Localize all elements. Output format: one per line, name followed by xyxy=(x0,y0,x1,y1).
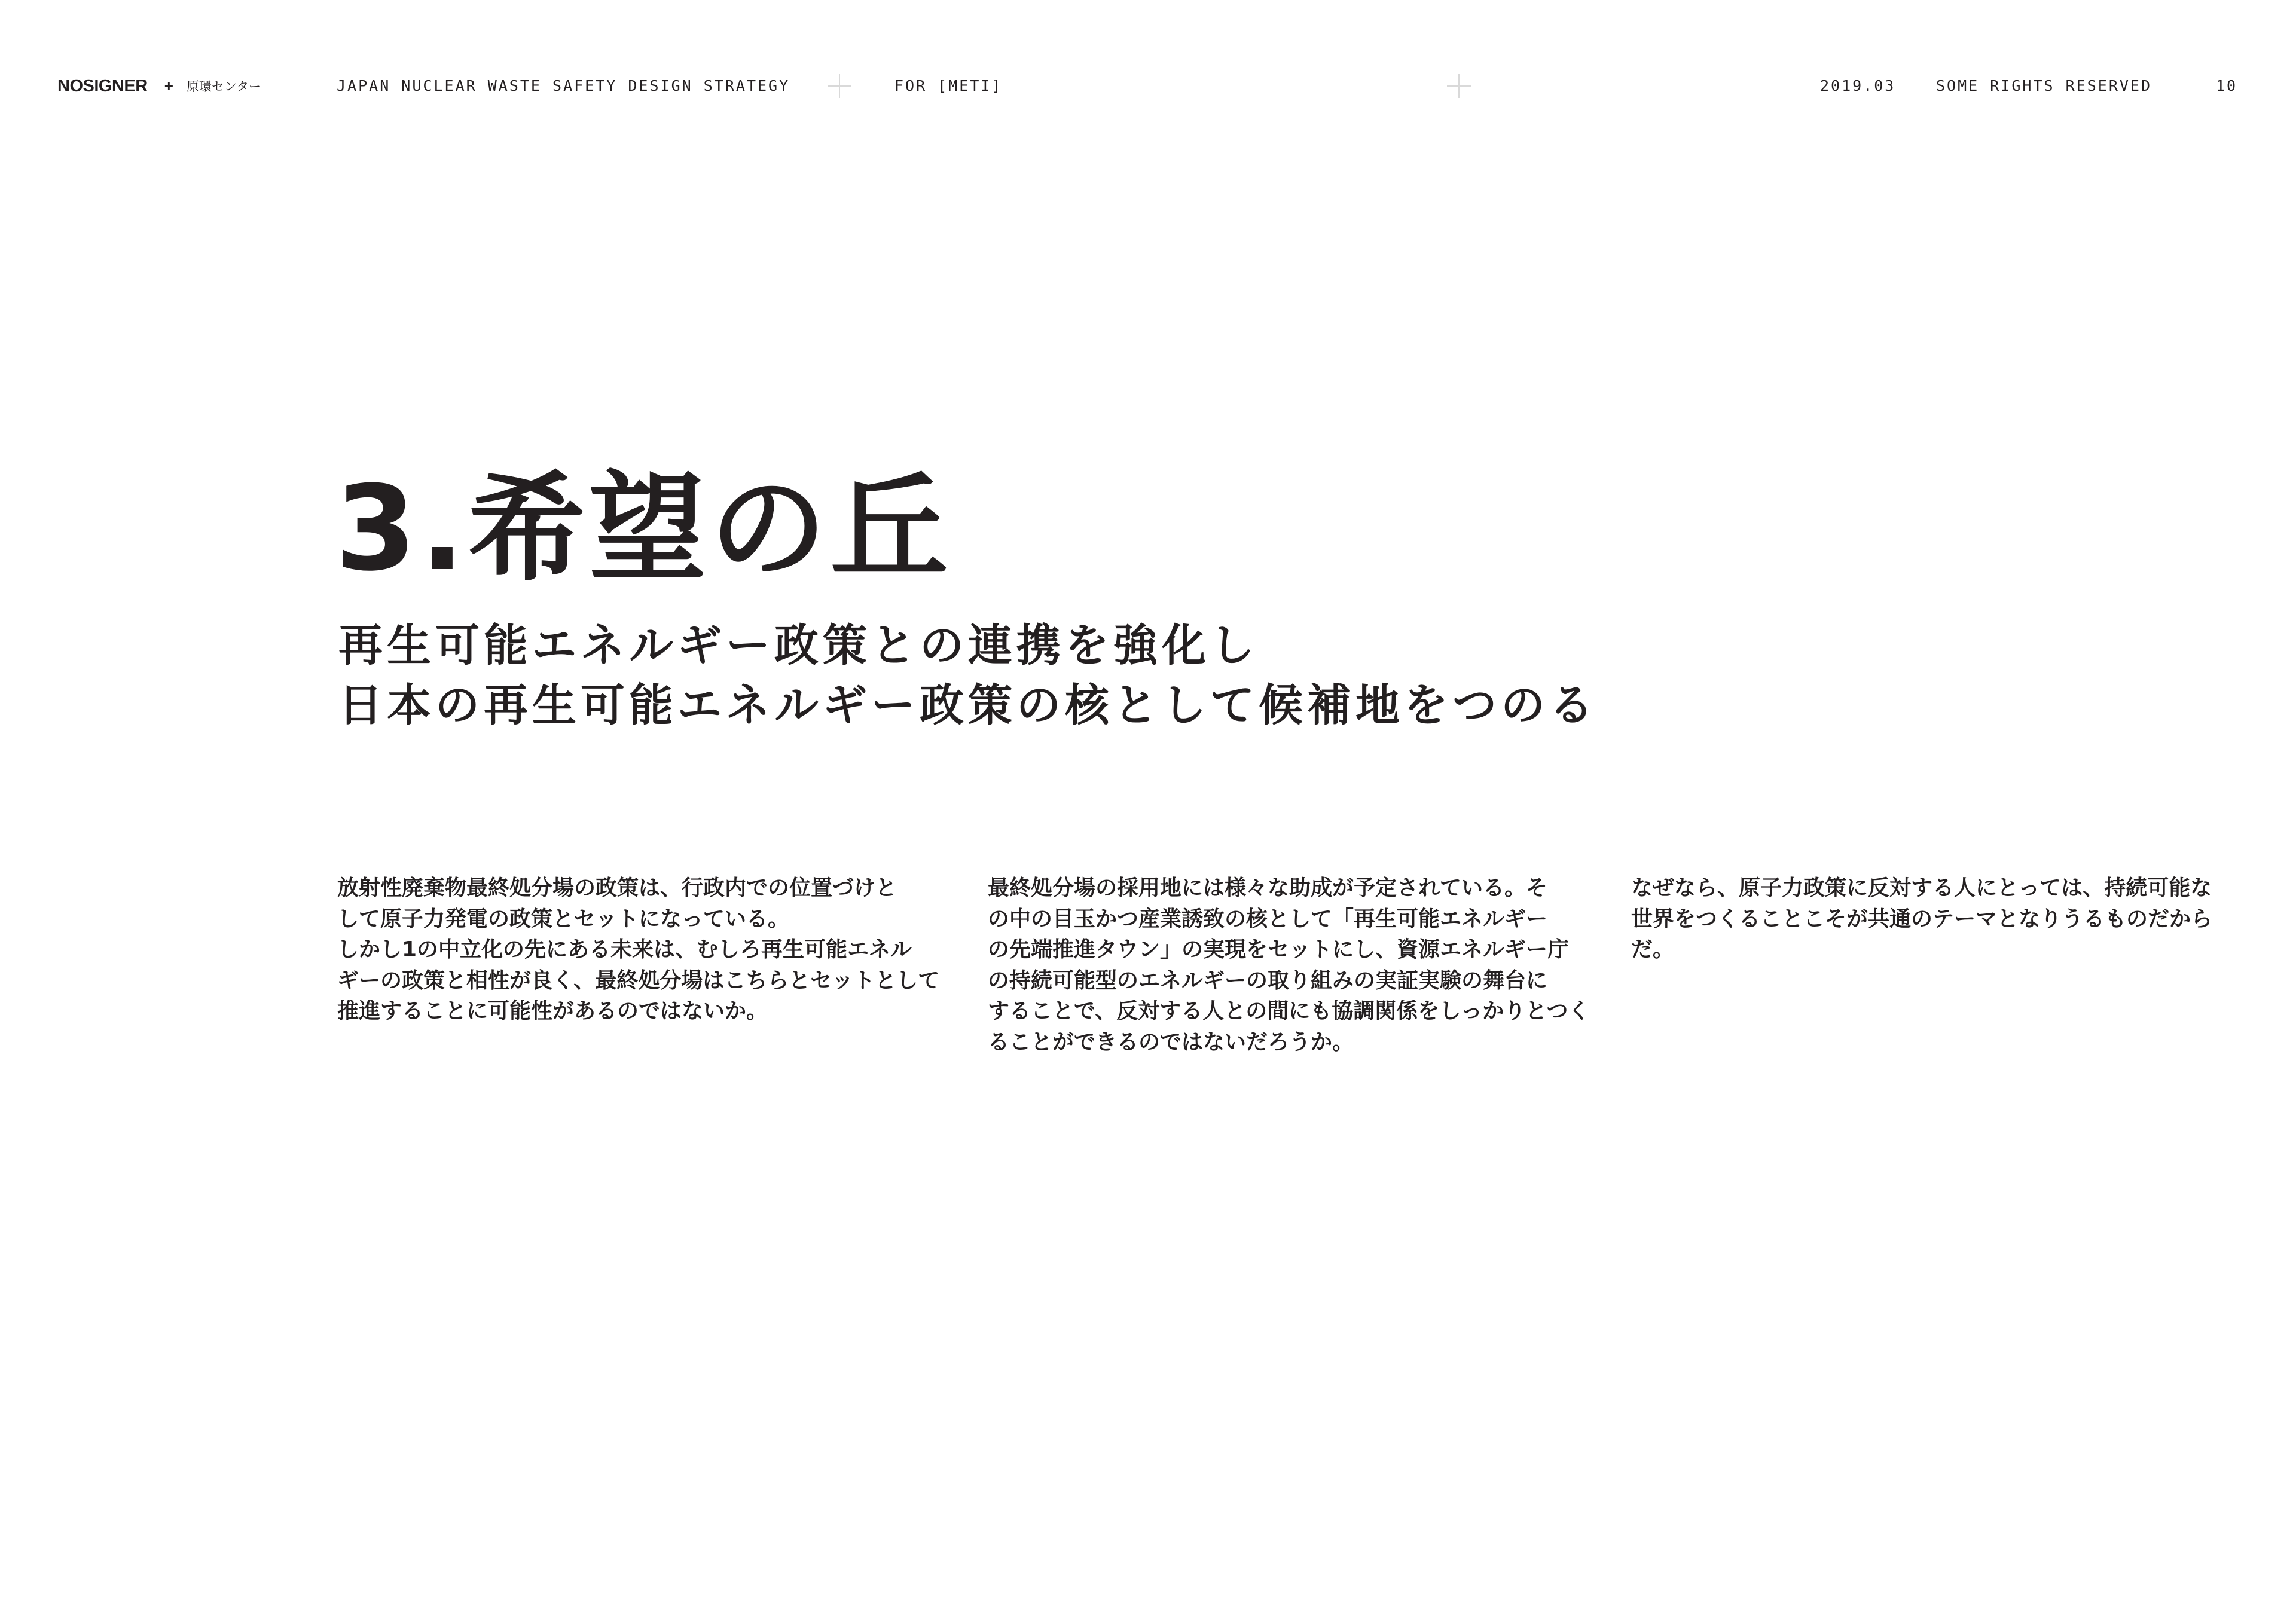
body-column-1 xyxy=(337,873,959,1027)
page-header xyxy=(0,0,2296,173)
body-line: 推進することに可能性があるのではないか。 xyxy=(337,999,768,1023)
client-label: FOR [METI] xyxy=(894,77,1003,94)
page-number: 10 xyxy=(2216,77,2238,94)
body-line: 最終処分場の採用地には様々な助成が予定されている。そ xyxy=(988,876,1548,900)
body-line: だ。 xyxy=(1631,937,1675,962)
body-line: しかし1の中立化の先にある未来は、むしろ再生可能エネル xyxy=(337,937,912,962)
body-column-3 xyxy=(1631,873,2253,965)
brand xyxy=(57,74,261,98)
crosshair-mark-left xyxy=(828,74,851,98)
chapter-title: 3.希望の丘 xyxy=(335,461,951,597)
brand-plus-sign: + xyxy=(164,77,173,95)
body-line: なぜなら、原子力政策に反対する人にとっては、持続可能な xyxy=(1631,876,2212,900)
body-line: 放射性廃棄物最終処分場の政策は、行政内での位置づけと xyxy=(337,876,897,900)
nosigner-logo: NOSIGNER xyxy=(57,76,148,96)
body-line: ることができるのではないだろうか。 xyxy=(988,1029,1354,1055)
chapter-subtitle xyxy=(338,616,1773,735)
subtitle-line: 日本の再生可能エネルギー政策の核として候補地をつのる xyxy=(338,680,1598,731)
body-line: することで、反対する人との間にも協調関係をしっかりとつく xyxy=(988,999,1590,1023)
body-line: ギーの政策と相性が良く、最終処分場はこちらとセットとして xyxy=(337,968,940,993)
body-line: の中の目玉かつ産業誘致の核として「再生可能エネルギー xyxy=(988,906,1548,931)
body-line: して原子力発電の政策とセットになっている。 xyxy=(337,906,790,931)
issue-date: 2019.03 xyxy=(1820,77,1896,94)
project-title: JAPAN NUCLEAR WASTE SAFETY DESIGN STRATEGY xyxy=(337,77,790,94)
body-line: の先端推進タウン」の実現をセットにし、資源エネルギー庁 xyxy=(988,937,1570,962)
rights-notice: SOME RIGHTS RESERVED xyxy=(1936,77,2152,94)
partner-name: 原環センター xyxy=(186,80,262,94)
body-line: の持続可能型のエネルギーの取り組みの実証実験の舞台に xyxy=(988,968,1548,993)
body-line: 世界をつくることこそが共通のテーマとなりうるものだから xyxy=(1631,906,2213,931)
subtitle-line: 再生可能エネルギー政策との連携を強化し xyxy=(338,620,1259,671)
crosshair-mark-center xyxy=(1447,74,1471,98)
body-column-2 xyxy=(988,873,1610,1057)
